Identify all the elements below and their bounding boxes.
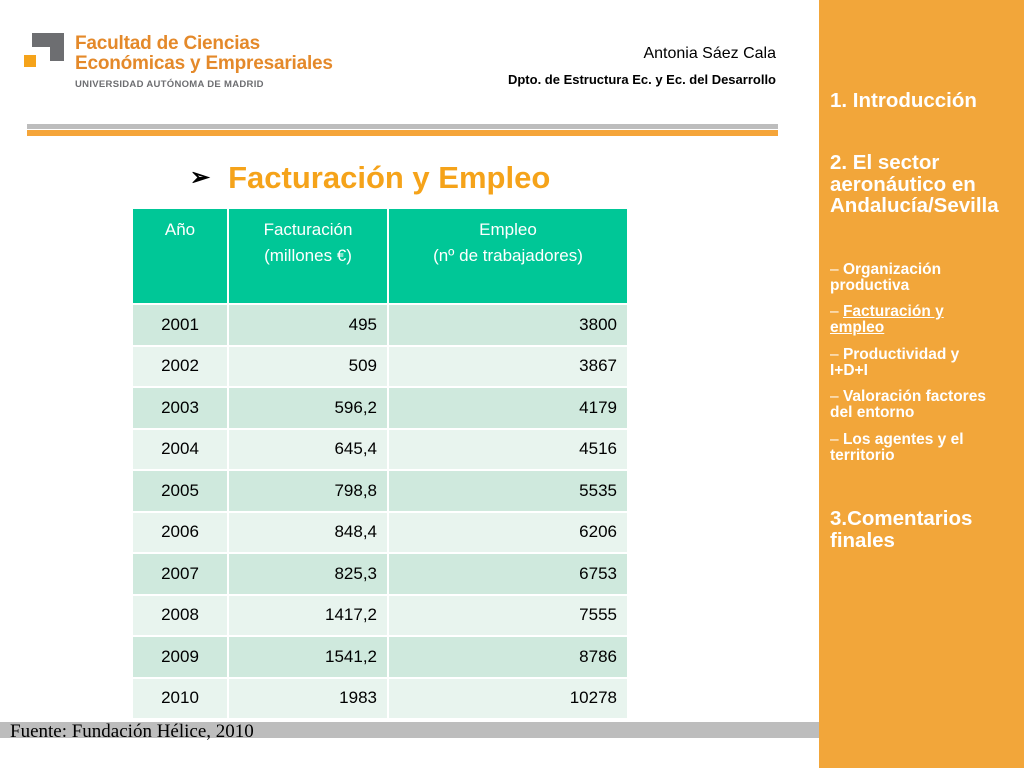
cell-year: 2007 [132,553,228,595]
sidebar-item-agents-territory[interactable]: – Los agentes y el territorio [830,431,964,464]
cell-employment: 4516 [388,429,628,471]
table-row [132,678,628,720]
sidebar-item-introduction[interactable]: 1. Introducción [830,89,977,112]
slide-title-text: Facturación y Empleo [228,160,551,195]
cell-employment: 4179 [388,387,628,429]
logo-title-line2: Económicas y Empresariales [75,53,333,74]
sidebar-item-aeronautic-sector[interactable]: 2. El sector aeronáutico en Andalucía/Sevilla [830,151,999,218]
logo-title-line1: Facultad de Ciencias [75,33,261,54]
cell-billing: 509 [228,346,388,388]
table-row [132,553,628,595]
source-note: Fuente: Fundación Hélice, 2010 [10,721,254,742]
cell-year: 2005 [132,470,228,512]
logo-mark-icon [24,33,64,73]
sidebar-item-billing-employment[interactable]: – Facturación y empleo [830,303,944,336]
cell-year: 2004 [132,429,228,471]
department-name: Dpto. de Estructura Ec. y Ec. del Desarrollo [507,72,776,87]
slide-title [190,160,550,196]
cell-billing: 848,4 [228,512,388,554]
cell-year: 2008 [132,595,228,637]
cell-billing: 645,4 [228,429,388,471]
cell-billing: 1541,2 [228,636,388,678]
table-row [132,346,628,388]
sidebar-item-final-comments[interactable]: 3.Comentarios finales [830,507,973,552]
sidebar-navigation [819,0,1024,768]
cell-employment: 7555 [388,595,628,637]
sidebar-item-productivity-rdi[interactable]: – Productividad y I+D+I [830,346,960,379]
header-divider-grey [27,124,778,129]
cell-billing: 1417,2 [228,595,388,637]
cell-billing: 825,3 [228,553,388,595]
cell-employment: 5535 [388,470,628,512]
cell-employment: 8786 [388,636,628,678]
cell-billing: 798,8 [228,470,388,512]
sidebar-item-environment-factors[interactable]: – Valoración factores del entorno [830,388,986,421]
billing-employment-table [131,207,629,720]
header-employment: Empleo (nº de trabajadores) [388,208,628,304]
cell-employment: 6753 [388,553,628,595]
header-divider-orange [27,130,778,136]
cell-year: 2001 [132,304,228,346]
table-row [132,304,628,346]
cell-year: 2006 [132,512,228,554]
table-row [132,512,628,554]
table-row [132,595,628,637]
cell-billing: 495 [228,304,388,346]
cell-billing: 1983 [228,678,388,720]
logo-university: UNIVERSIDAD AUTÓNOMA DE MADRID [75,79,264,90]
cell-year: 2009 [132,636,228,678]
cell-year: 2010 [132,678,228,720]
cell-employment: 6206 [388,512,628,554]
table-row [132,470,628,512]
table-row [132,636,628,678]
cell-billing: 596,2 [228,387,388,429]
table-header-row [132,208,628,304]
author-name: Antonia Sáez Cala [643,45,776,62]
header-year: Año [132,208,228,304]
cell-employment: 3867 [388,346,628,388]
cell-employment: 3800 [388,304,628,346]
arrow-bullet-icon: ➢ [190,164,211,191]
sidebar-item-productive-organization[interactable]: – Organización productiva [830,261,942,294]
table-row [132,387,628,429]
cell-year: 2002 [132,346,228,388]
cell-employment: 10278 [388,678,628,720]
cell-year: 2003 [132,387,228,429]
faculty-logo [24,33,354,93]
header-billing: Facturación (millones €) [228,208,388,304]
table-row [132,429,628,471]
